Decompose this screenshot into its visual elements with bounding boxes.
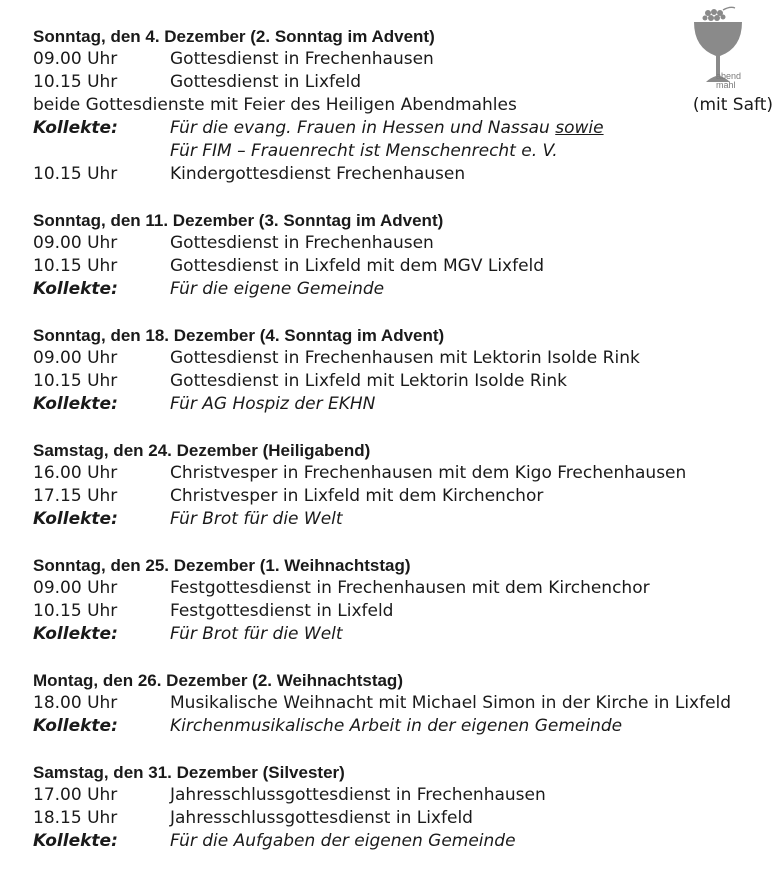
service-row: 17.00 Uhr Jahresschlussgottesdienst in Frechenhausen	[33, 785, 546, 805]
kollekte-row: Kollekte: Für die Aufgaben der eigenen Gemeinde	[33, 831, 516, 851]
kollekte-row: Kollekte: Für Brot für die Welt	[33, 624, 343, 644]
schedule-section	[33, 439, 773, 531]
service-row: 10.15 Uhr Kindergottesdienst Frechenhausen	[33, 164, 466, 184]
section-heading: Sonntag, den 18. Dezember (4. Sonntag im Advent)	[33, 326, 445, 345]
section-heading: Sonntag, den 4. Dezember (2. Sonntag im Advent)	[33, 27, 435, 46]
service-row: 10.15 Uhr Gottesdienst in Lixfeld	[33, 72, 362, 92]
service-row: 09.00 Uhr Gottesdienst in Frechenhausen	[33, 233, 434, 253]
schedule-section	[33, 554, 773, 646]
schedule-section	[33, 324, 773, 416]
kollekte-row: Kollekte: Kirchenmusikalische Arbeit in der eigenen Gemeinde	[33, 716, 623, 736]
kollekte-row: Kollekte: Für AG Hospiz der EKHN	[33, 394, 376, 414]
section-heading: Samstag, den 24. Dezember (Heiligabend)	[33, 441, 371, 460]
logo-label: abend mahl	[716, 71, 742, 90]
section-heading: Samstag, den 31. Dezember (Silvester)	[33, 763, 345, 782]
schedule-section	[33, 25, 773, 186]
service-row: 10.15 Uhr Gottesdienst in Lixfeld mit dem MGV Lixfeld	[33, 256, 545, 276]
schedule-section	[33, 669, 773, 738]
service-row: 09.00 Uhr Gottesdienst in Frechenhausen mit Lektorin Isolde Rink	[33, 348, 640, 368]
sowie-underlined: sowie	[555, 118, 604, 138]
kollekte-row-continued: Für FIM – Frauenrecht ist Menschenrecht e. V.	[170, 141, 558, 161]
kollekte-row: Kollekte: Für die evang. Frauen in Hessen und Nassau sowie	[33, 118, 604, 138]
service-row: 10.15 Uhr Gottesdienst in Lixfeld mit Lektorin Isolde Rink	[33, 371, 568, 391]
section-heading: Sonntag, den 11. Dezember (3. Sonntag im Advent)	[33, 211, 444, 230]
service-row: 17.15 Uhr Christvesper in Lixfeld mit dem Kirchenchor	[33, 486, 544, 506]
service-row: 16.00 Uhr Christvesper in Frechenhausen mit dem Kigo Frechenhausen	[33, 463, 687, 483]
section-heading: Montag, den 26. Dezember (2. Weihnachtstag)	[33, 671, 403, 690]
service-row: 09.00 Uhr Festgottesdienst in Frechenhausen mit dem Kirchenchor	[33, 578, 650, 598]
service-row: 10.15 Uhr Festgottesdienst in Lixfeld	[33, 601, 394, 621]
saft-note: (mit Saft)	[692, 95, 773, 115]
kollekte-row: Kollekte: Für die eigene Gemeinde	[33, 279, 385, 299]
section-heading: Sonntag, den 25. Dezember (1. Weihnachtstag)	[33, 556, 411, 575]
kollekte-row: Kollekte: Für Brot für die Welt	[33, 509, 343, 529]
schedule-section	[33, 209, 773, 301]
service-schedule	[33, 25, 773, 876]
schedule-section	[33, 761, 773, 853]
abendmahl-note: beide Gottesdienste mit Feier des Heiligen Abendmahles (mit Saft)	[33, 95, 773, 115]
service-row: 09.00 Uhr Gottesdienst in Frechenhausen	[33, 49, 434, 69]
service-row: 18.00 Uhr Musikalische Weihnacht mit Michael Simon in der Kirche in Lixfeld	[33, 693, 732, 713]
service-row: 18.15 Uhr Jahresschlussgottesdienst in Lixfeld	[33, 808, 473, 828]
